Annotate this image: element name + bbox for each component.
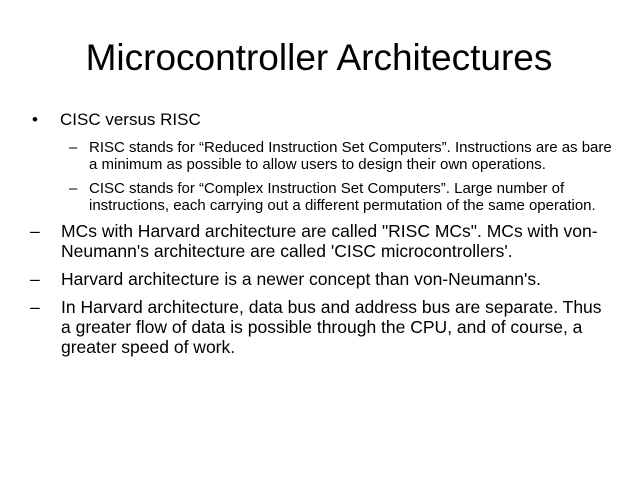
- slide-title: Microcontroller Architectures: [85, 37, 553, 78]
- list-item: [30, 139, 615, 173]
- list-item-text: CISC stands for “Complex Instruction Set Computers”. Large number of instructions, each carrying out a different permutation of the same operation.: [89, 180, 596, 214]
- dash-marker: –: [69, 180, 78, 197]
- list-item: [30, 297, 615, 357]
- dash-marker: –: [30, 221, 40, 241]
- list-item-text: MCs with Harvard architecture are called "RISC MCs". MCs with von-Neumann's architecture are called 'CISC microcontrollers'.: [61, 221, 598, 261]
- slide-content: [30, 110, 615, 365]
- dash-marker: –: [30, 269, 40, 289]
- list-item-text: Harvard architecture is a newer concept than von-Neumann's.: [61, 269, 541, 289]
- list-item: [30, 269, 615, 289]
- dash-marker: –: [30, 297, 40, 317]
- list-item: [30, 110, 615, 130]
- list-item: [30, 180, 615, 214]
- dash-marker: –: [69, 139, 78, 156]
- list-item: [30, 221, 615, 261]
- bullet-marker: •: [32, 110, 38, 129]
- list-item-text: CISC versus RISC: [60, 110, 201, 129]
- list-item-text: In Harvard architecture, data bus and address bus are separate. Thus a greater flow of data is possible through the CPU, and of course, a greater speed of work.: [61, 297, 602, 357]
- list-item-text: RISC stands for “Reduced Instruction Set Computers”. Instructions are as bare a minimum as possible to allow users to design their own operations.: [89, 139, 612, 173]
